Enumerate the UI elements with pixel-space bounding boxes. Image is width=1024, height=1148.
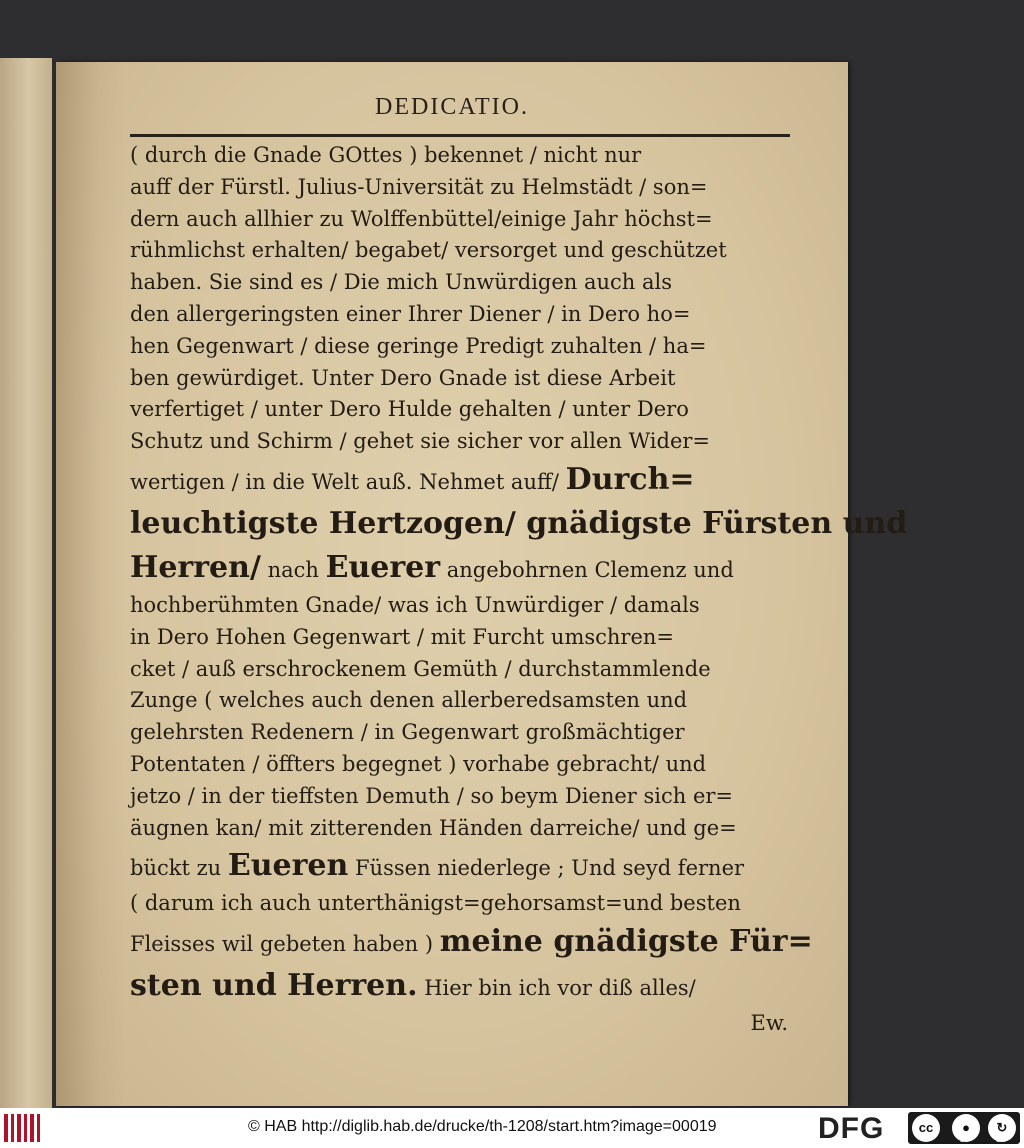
body-text — [130, 140, 908, 1040]
text-line — [130, 546, 794, 590]
text-line — [130, 502, 908, 546]
text-line: ( durch die Gnade GOttes ) bekennet / nicht nur — [130, 143, 642, 167]
hab-logo-icon — [4, 1114, 40, 1142]
text-line: ben gewürdiget. Unter Dero Gnade ist diese Arbeit — [130, 365, 676, 390]
text-run: wertigen / in die Welt auß. Nehmet auff/ — [130, 469, 559, 494]
catchword: Ew. — [750, 1011, 788, 1036]
running-head: DEDICATIO. — [375, 94, 529, 120]
text-line — [130, 920, 813, 964]
book-page — [56, 62, 908, 1106]
text-run: Füssen niederlege ; Und seyd ferner — [348, 856, 745, 881]
emphasis-text: Durch= — [565, 461, 695, 497]
text-run: angebohrnen Clemenz und — [440, 557, 734, 582]
cc-icon: cc — [912, 1114, 940, 1142]
text-line: jetzo / in der tieffsten Demuth / so beym Diener sich er= — [130, 783, 734, 808]
text-run: nach — [260, 557, 326, 582]
page-spine-shadow — [56, 62, 126, 1106]
by-label: BY — [960, 1137, 970, 1144]
text-line: verfertiget / unter Dero Hulde gehalten / unter Dero — [130, 397, 689, 422]
text-line: in Dero Hohen Gegenwart / mit Furcht umschren= — [130, 624, 675, 649]
emphasis-text: meine gnädigste Für= — [439, 924, 813, 960]
text-line: gelehrsten Redenern / in Gegenwart großmächtiger — [130, 720, 685, 745]
text-line: Potentaten / öffters begegnet ) vorhabe gebracht/ und — [130, 751, 707, 776]
text-line: haben. Sie sind es / Die mich Unwürdigen auch als — [130, 270, 673, 295]
viewer-footer — [0, 1108, 1024, 1148]
emphasis-text: sten und Herren. — [130, 968, 418, 1004]
text-run: Fleisses wil gebeten haben ) — [130, 932, 440, 957]
emphasis-text: Herren/ — [130, 549, 261, 585]
text-line — [130, 964, 794, 1008]
sa-icon: ↻ — [988, 1114, 1016, 1142]
text-line: Schutz und Schirm / gehet sie sicher vor allen Wider= — [130, 429, 711, 454]
text-line: ( darum ich auch unterthänigst=gehorsamst=und besten — [130, 891, 741, 916]
text-run: bückt zu — [130, 856, 228, 881]
dfg-logo[interactable]: DFG — [818, 1112, 885, 1145]
text-line: dern auch allhier zu Wolffenbüttel/einige Jahr höchst= — [130, 206, 713, 231]
text-line: Zunge ( welches auch denen allerberedsamsten und — [130, 688, 688, 713]
text-line: rühmlichst erhalten/ begabet/ versorget und geschützet — [130, 238, 727, 263]
text-line: hen Gegenwart / diese geringe Predigt zuhalten / ha= — [130, 333, 707, 358]
by-icon: ● — [952, 1114, 980, 1142]
adjacent-page-bleed — [4, 178, 44, 1078]
sa-label: SA — [996, 1137, 1006, 1144]
text-line: äugnen kan/ mit zitterenden Händen darreiche/ und ge= — [130, 815, 737, 840]
text-line: den allergeringsten einer Ihrer Diener / in Dero ho= — [130, 301, 691, 326]
emphasis-text: leuchtigste Hertzogen/ gnädigste Fürsten und — [130, 505, 908, 541]
text-line — [130, 458, 794, 502]
header-rule — [130, 134, 790, 137]
adjacent-page-edge — [0, 58, 52, 1108]
text-line — [130, 844, 794, 888]
copyright-link[interactable]: © HAB http://diglib.hab.de/drucke/th-1208/start.htm?image=00019 — [248, 1118, 717, 1135]
text-run: Hier bin ich vor diß alles/ — [417, 976, 696, 1001]
text-line: auff der Fürstl. Julius-Universität zu Helmstädt / son= — [130, 174, 708, 199]
cc-license-badge[interactable] — [908, 1112, 1020, 1144]
emphasis-text: Euerer — [325, 549, 441, 585]
text-line: cket / auß erschrockenem Gemüth / durchstammlende — [130, 656, 711, 681]
emphasis-text: Eueren — [227, 848, 349, 884]
text-line: hochberühmten Gnade/ was ich Unwürdiger / damals — [130, 592, 700, 617]
